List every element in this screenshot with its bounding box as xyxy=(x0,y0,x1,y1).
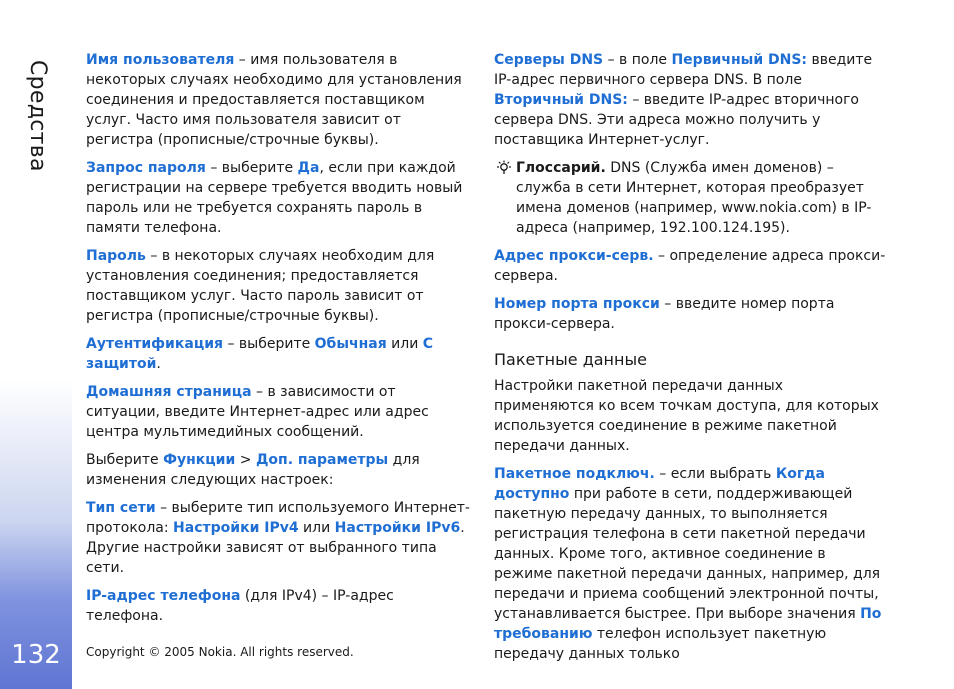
left-column xyxy=(86,50,470,634)
text: – имя пользователя в некоторых случаях необходимо для установления соединения и предоставляется поставщиком услуг. Часто имя пользователя зависит от регистра (прописные/строчные буквы). xyxy=(86,52,462,148)
text: – определение адреса прокси-сервера. xyxy=(494,248,886,284)
paragraph-packet-intro: Настройки пакетной передачи данных применяются ко всем точкам доступа, для которых используется соединение в режиме пакетной передачи данных. xyxy=(494,378,879,454)
option-normal: Обычная xyxy=(314,336,387,352)
option-ipv4-settings: Настройки IPv4 xyxy=(173,520,299,536)
text: при работе в сети, поддерживающей пакетную передачу данных, то выполняется регистрация телефона в сети пакетной передачи данных. Кроме того, активное соединение в режиме пакетной передачи данных, например, для передачи и приема сообщений электронной почты, устанавливается быстрее. При выборе значения xyxy=(494,486,881,622)
paragraph-homepage xyxy=(86,382,470,442)
option-when-available: Когда доступно xyxy=(494,466,825,502)
term-dns-servers: Серверы DNS xyxy=(494,52,604,68)
text: – в некоторых случаях необходим для установления соединения; предоставляется поставщиком услуг. Часто пароль зависит от регистра (прописные/строчные буквы). xyxy=(86,248,435,324)
term-username: Имя пользователя xyxy=(86,52,235,68)
page-number: 132 xyxy=(11,640,61,670)
text: Выберите xyxy=(86,452,164,468)
sidebar xyxy=(0,0,72,689)
section-title: Средства xyxy=(25,60,50,172)
paragraph-dns-servers xyxy=(494,50,886,150)
right-column xyxy=(494,50,886,672)
option-advanced-settings: Доп. параметры xyxy=(255,452,389,468)
option-secure: С защитой xyxy=(86,336,434,372)
paragraph-username xyxy=(86,50,470,150)
paragraph-network-type xyxy=(86,498,470,578)
text: – если выбрать xyxy=(654,466,776,482)
copyright-footer: Copyright © 2005 Nokia. All rights reserved. xyxy=(86,645,354,659)
glossary-label: Глоссарий. xyxy=(516,160,606,176)
text: . xyxy=(156,356,161,372)
term-proxy-address: Адрес прокси-серв. xyxy=(494,248,654,264)
term-packet-connection: Пакетное подключ. xyxy=(494,466,655,482)
option-primary-dns: Первичный DNS: xyxy=(671,52,808,68)
text: . Другие настройки зависят от выбранного типа сети. xyxy=(86,520,465,576)
term-homepage: Домашняя страница xyxy=(86,384,252,400)
section-heading-packet-data: Пакетные данные xyxy=(494,350,647,369)
paragraph-proxy-port xyxy=(494,294,886,334)
paragraph-password xyxy=(86,246,470,326)
option-yes: Да xyxy=(297,160,320,176)
text: > xyxy=(235,452,256,468)
term-password-prompt: Запрос пароля xyxy=(86,160,206,176)
paragraph-packet-connection xyxy=(494,464,886,664)
paragraph-password-prompt xyxy=(86,158,470,238)
text: – введите IP-адрес вторичного сервера DNS. Эти адреса можно получить у поставщика Интернет-услуг. xyxy=(494,92,859,148)
option-functions: Функции xyxy=(163,452,236,468)
term-network-type: Тип сети xyxy=(86,500,156,516)
text: введите IP-адрес первичного сервера DNS. В поле xyxy=(494,52,873,88)
text: – в поле xyxy=(603,52,672,68)
text: телефон использует пакетную передачу данных только xyxy=(494,626,827,662)
glossary-text: DNS (Служба имен доменов) – служба в сети Интернет, которая преобразует имена доменов (например, www.nokia.com) в IP-адреса (например, 192.100.124.195). xyxy=(516,160,872,236)
paragraph-authentication xyxy=(86,334,470,374)
option-ipv6-settings: Настройки IPv6 xyxy=(334,520,461,536)
text: или xyxy=(298,520,335,536)
paragraph-proxy-address xyxy=(494,246,886,286)
text: – в зависимости от ситуации, введите Интернет-адрес или адрес центра мультимедийных сообщений. xyxy=(86,384,429,440)
text: – введите номер порта прокси-сервера. xyxy=(494,296,835,332)
paragraph-phone-ip xyxy=(86,586,470,626)
text: или xyxy=(386,336,423,352)
lightbulb-icon xyxy=(496,160,512,176)
term-authentication: Аутентификация xyxy=(86,336,223,352)
text: , если при каждой регистрации на сервере требуется вводить новый пароль или не требуется сохранять пароль в памяти телефона. xyxy=(86,160,463,236)
text: – выберите xyxy=(223,336,315,352)
term-proxy-port: Номер порта прокси xyxy=(494,296,660,312)
option-on-demand: По требованию xyxy=(494,606,882,642)
text: – выберите xyxy=(205,160,298,176)
text: для изменения следующих настроек: xyxy=(86,452,420,488)
text: (для IPv4) – IP-адрес телефона. xyxy=(86,588,394,624)
term-phone-ip: IP-адрес телефона xyxy=(86,588,241,604)
option-secondary-dns: Вторичный DNS: xyxy=(494,92,628,108)
text: – выберите тип используемого Интернет-протокола: xyxy=(86,500,470,536)
paragraph-select-functions xyxy=(86,450,470,490)
glossary-note xyxy=(494,158,886,238)
term-password: Пароль xyxy=(86,248,146,264)
